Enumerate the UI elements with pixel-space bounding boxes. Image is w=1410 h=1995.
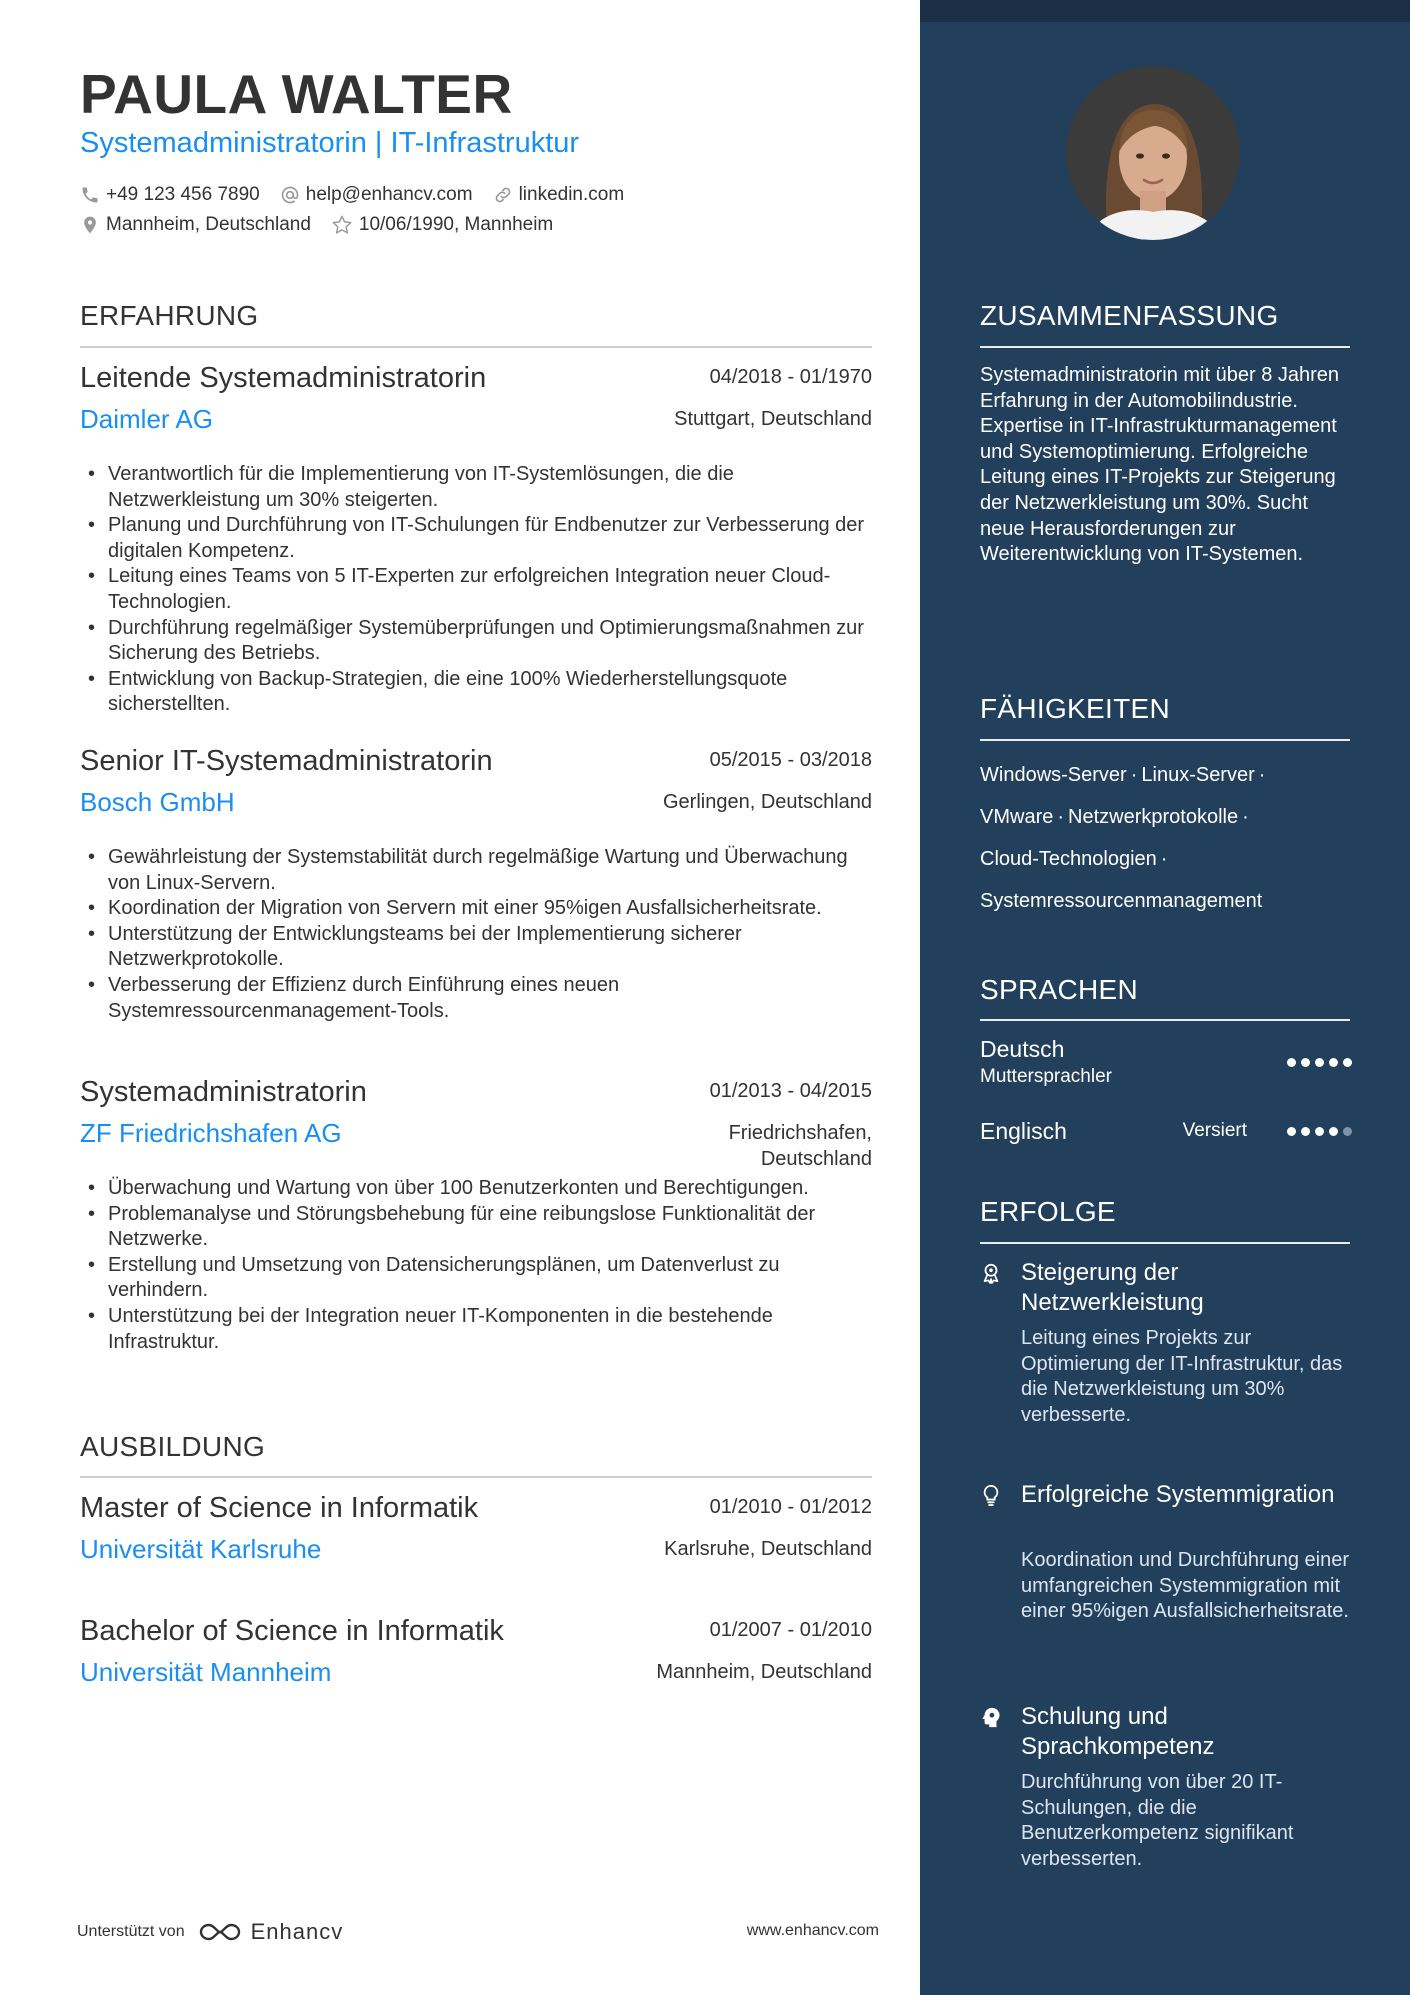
job-bullets (80, 845, 872, 1024)
rating-dot-filled (1287, 1127, 1296, 1136)
language-rating (1282, 1127, 1352, 1136)
powered-by[interactable] (77, 1919, 343, 1945)
rating-dot-filled (1315, 1058, 1324, 1067)
achievement-title: Steigerung der Netzwerkleistung (1021, 1259, 1204, 1316)
bullet-item: • Verbesserung der Effizienz durch Einführung eines neuen Systemressourcenmanagement-Tools. (80, 973, 872, 1024)
rating-dot-empty (1343, 1127, 1352, 1136)
location-pin-icon (80, 215, 100, 235)
contact-birth (331, 214, 553, 236)
education-entry (80, 1492, 872, 1602)
at-icon (280, 185, 300, 205)
achievement-text: Koordination und Durchführung einer umfangreichen Systemmigration mit einer 95%igen Ausfallsicherheitsrate. (1021, 1549, 1349, 1623)
job-title: Senior IT-Systemadministratorin (80, 745, 493, 777)
link-icon (493, 185, 513, 205)
education-heading: AUSBILDUNG (80, 1431, 266, 1462)
linkedin-text: linkedin.com (518, 184, 625, 205)
sidebar-top-band (920, 0, 1410, 22)
job-location: Stuttgart, Deutschland (674, 408, 872, 430)
contact-location (80, 214, 311, 236)
achievement-text: Durchführung von über 20 IT-Schulungen, die die Benutzerkompetenz signifikant verbesserten. (1021, 1771, 1294, 1870)
bullet-item: • Gewährleistung der Systemstabilität durch regelmäßige Wartung und Überwachung von Linux-Servern. (80, 845, 872, 896)
phone-text: +49 123 456 7890 (106, 184, 260, 205)
company-name[interactable]: Daimler AG (80, 404, 213, 434)
company-name[interactable]: Bosch GmbH (80, 787, 235, 817)
bullet-item: • Unterstützung bei der Integration neuer IT-Komponenten in die bestehende Infrastruktur. (80, 1304, 872, 1355)
achievement-text: Leitung eines Projekts zur Optimierung der IT-Infrastruktur, das die Netzwerkleistung um 30% verbesserte. (1021, 1327, 1343, 1426)
avatar (1066, 66, 1240, 240)
company-name[interactable]: ZF Friedrichshafen AG (80, 1118, 342, 1148)
bullet-item: • Planung und Durchführung von IT-Schulungen für Endbenutzer zur Verbesserung der digitalen Kompetenz. (80, 513, 872, 564)
skills-divider (980, 739, 1350, 741)
skills-heading: FÄHIGKEITEN (980, 693, 1170, 724)
phone-icon (80, 185, 100, 205)
bullet-item: • Koordination der Migration von Servern mit einer 95%igen Ausfallsicherheitsrate. (80, 896, 872, 922)
skill-item: Cloud-Technologien (980, 848, 1157, 870)
job-date: 04/2018 - 01/1970 (709, 366, 872, 388)
rating-dot-filled (1343, 1058, 1352, 1067)
education-date: 01/2007 - 01/2010 (709, 1619, 872, 1641)
star-icon (331, 214, 353, 236)
achievements-divider (980, 1242, 1350, 1244)
degree-title: Bachelor of Science in Informatik (80, 1615, 504, 1647)
skills-list: Windows-Server · Linux-Server · VMware · Netzwerkprotokolle · Cloud-Technologien · Systemressourcenmanagement (980, 764, 1266, 912)
achievement-item (980, 1258, 1360, 1458)
language-name: Deutsch (980, 1036, 1065, 1062)
powered-by-label: Unterstützt von (77, 1923, 185, 1940)
language-item (980, 1118, 1352, 1152)
footer (77, 1916, 879, 1946)
job-date: 05/2015 - 03/2018 (709, 749, 872, 771)
summary-heading: ZUSAMMENFASSUNG (980, 300, 1279, 331)
job-location: Gerlingen, Deutschland (662, 791, 872, 813)
candidate-title: Systemadministratorin | IT-Infrastruktur (80, 127, 580, 159)
rating-dot-filled (1315, 1127, 1324, 1136)
email-text: help@enhancv.com (305, 184, 473, 205)
achievement-title: Schulung und Sprachkompetenz (1021, 1703, 1215, 1760)
language-level: Muttersprachler (980, 1066, 1112, 1087)
languages-divider (980, 1019, 1350, 1021)
rating-dot-filled (1287, 1058, 1296, 1067)
school-location: Karlsruhe, Deutschland (664, 1538, 872, 1560)
contact-email[interactable] (280, 184, 473, 206)
enhancv-logo-icon (197, 1921, 243, 1943)
skill-item: Netzwerkprotokolle (1068, 806, 1239, 828)
school-name[interactable]: Universität Karlsruhe (80, 1534, 322, 1564)
language-level: Versiert (1182, 1120, 1247, 1141)
language-item (980, 1036, 1352, 1096)
language-name: Englisch (980, 1118, 1067, 1144)
summary-text: Systemadministratorin mit über 8 Jahren Erfahrung in der Automobilindustrie. Expertise in IT-Infrastrukturmanagement und Systemoptimierung. Erfolgreiche Leitung eines IT-Projekts zur Steigerung der Netzwerkleistung um 30%. Sucht neue Herausforderungen zur Weiterentwicklung von IT-Systemen. (980, 364, 1340, 566)
brand-name: Enhancv (250, 1919, 344, 1944)
award-icon (980, 1262, 1002, 1284)
experience-heading: ERFAHRUNG (80, 300, 259, 331)
degree-title: Master of Science in Informatik (80, 1492, 479, 1524)
experience-entry (80, 362, 872, 722)
achievement-title: Erfolgreiche Systemmigration (1021, 1481, 1335, 1508)
contact-info (80, 180, 900, 240)
contact-linkedin[interactable] (493, 184, 625, 206)
skill-item: Systemressourcenmanagement (980, 890, 1263, 912)
bullet-item: • Erstellung und Umsetzung von Datensicherungsplänen, um Datenverlust zu verhindern. (80, 1253, 872, 1304)
bullet-item: • Unterstützung der Entwicklungsteams bei der Implementierung sicherer Netzwerkprotokolle. (80, 922, 872, 973)
job-location: Friedrichshafen, Deutschland (728, 1122, 872, 1170)
bullet-item: • Durchführung regelmäßiger Systemüberprüfungen und Optimierungsmaßnahmen zur Sicherung des Betriebs. (80, 616, 872, 667)
portrait-image (1066, 66, 1240, 240)
experience-entry (80, 1076, 872, 1396)
school-location: Mannheim, Deutschland (656, 1661, 872, 1683)
languages-heading: SPRACHEN (980, 974, 1138, 1005)
achievements-heading: ERFOLGE (980, 1196, 1116, 1227)
head-gear-icon (980, 1706, 1002, 1728)
skill-item: VMware (980, 806, 1054, 828)
rating-dot-filled (1301, 1058, 1310, 1067)
achievement-item (980, 1702, 1360, 1902)
skill-item: Linux-Server (1141, 764, 1255, 786)
summary-divider (980, 346, 1350, 348)
bullet-item: • Verantwortlich für die Implementierung von IT-Systemlösungen, die die Netzwerkleistung um 30% steigerten. (80, 462, 872, 513)
job-bullets (80, 462, 872, 718)
achievement-item (980, 1480, 1360, 1680)
school-name[interactable]: Universität Mannheim (80, 1657, 332, 1687)
experience-entry (80, 745, 872, 1065)
education-date: 01/2010 - 01/2012 (709, 1496, 872, 1518)
contact-phone[interactable] (80, 184, 260, 206)
birth-text: 10/06/1990, Mannheim (358, 214, 554, 235)
rating-dot-filled (1329, 1058, 1338, 1067)
bullet-item: • Überwachung und Wartung von über 100 Benutzerkonten und Berechtigungen. (80, 1176, 872, 1202)
language-rating (1282, 1058, 1352, 1067)
bullet-item: • Leitung eines Teams von 5 IT-Experten zur erfolgreichen Integration neuer Cloud-Technologien. (80, 564, 872, 615)
job-title: Leitende Systemadministratorin (80, 362, 487, 394)
experience-divider (80, 346, 872, 348)
rating-dot-filled (1301, 1127, 1310, 1136)
job-date: 01/2013 - 04/2015 (709, 1080, 872, 1102)
skill-item: Windows-Server (980, 764, 1127, 786)
job-bullets (80, 1176, 872, 1355)
sidebar (920, 0, 1410, 1995)
rating-dot-filled (1329, 1127, 1338, 1136)
lightbulb-icon (980, 1484, 1002, 1506)
education-divider (80, 1476, 872, 1478)
education-entry (80, 1615, 872, 1725)
bullet-item: • Problemanalyse und Störungsbehebung für eine reibungslose Funktionalität der Netzwerke. (80, 1202, 872, 1253)
location-text: Mannheim, Deutschland (106, 214, 311, 235)
candidate-name: PAULA WALTER (80, 63, 513, 125)
website-link[interactable]: www.enhancv.com (746, 1922, 879, 1939)
job-title: Systemadministratorin (80, 1076, 367, 1108)
bullet-item: • Entwicklung von Backup-Strategien, die eine 100% Wiederherstellungsquote sicherstellten. (80, 667, 872, 718)
